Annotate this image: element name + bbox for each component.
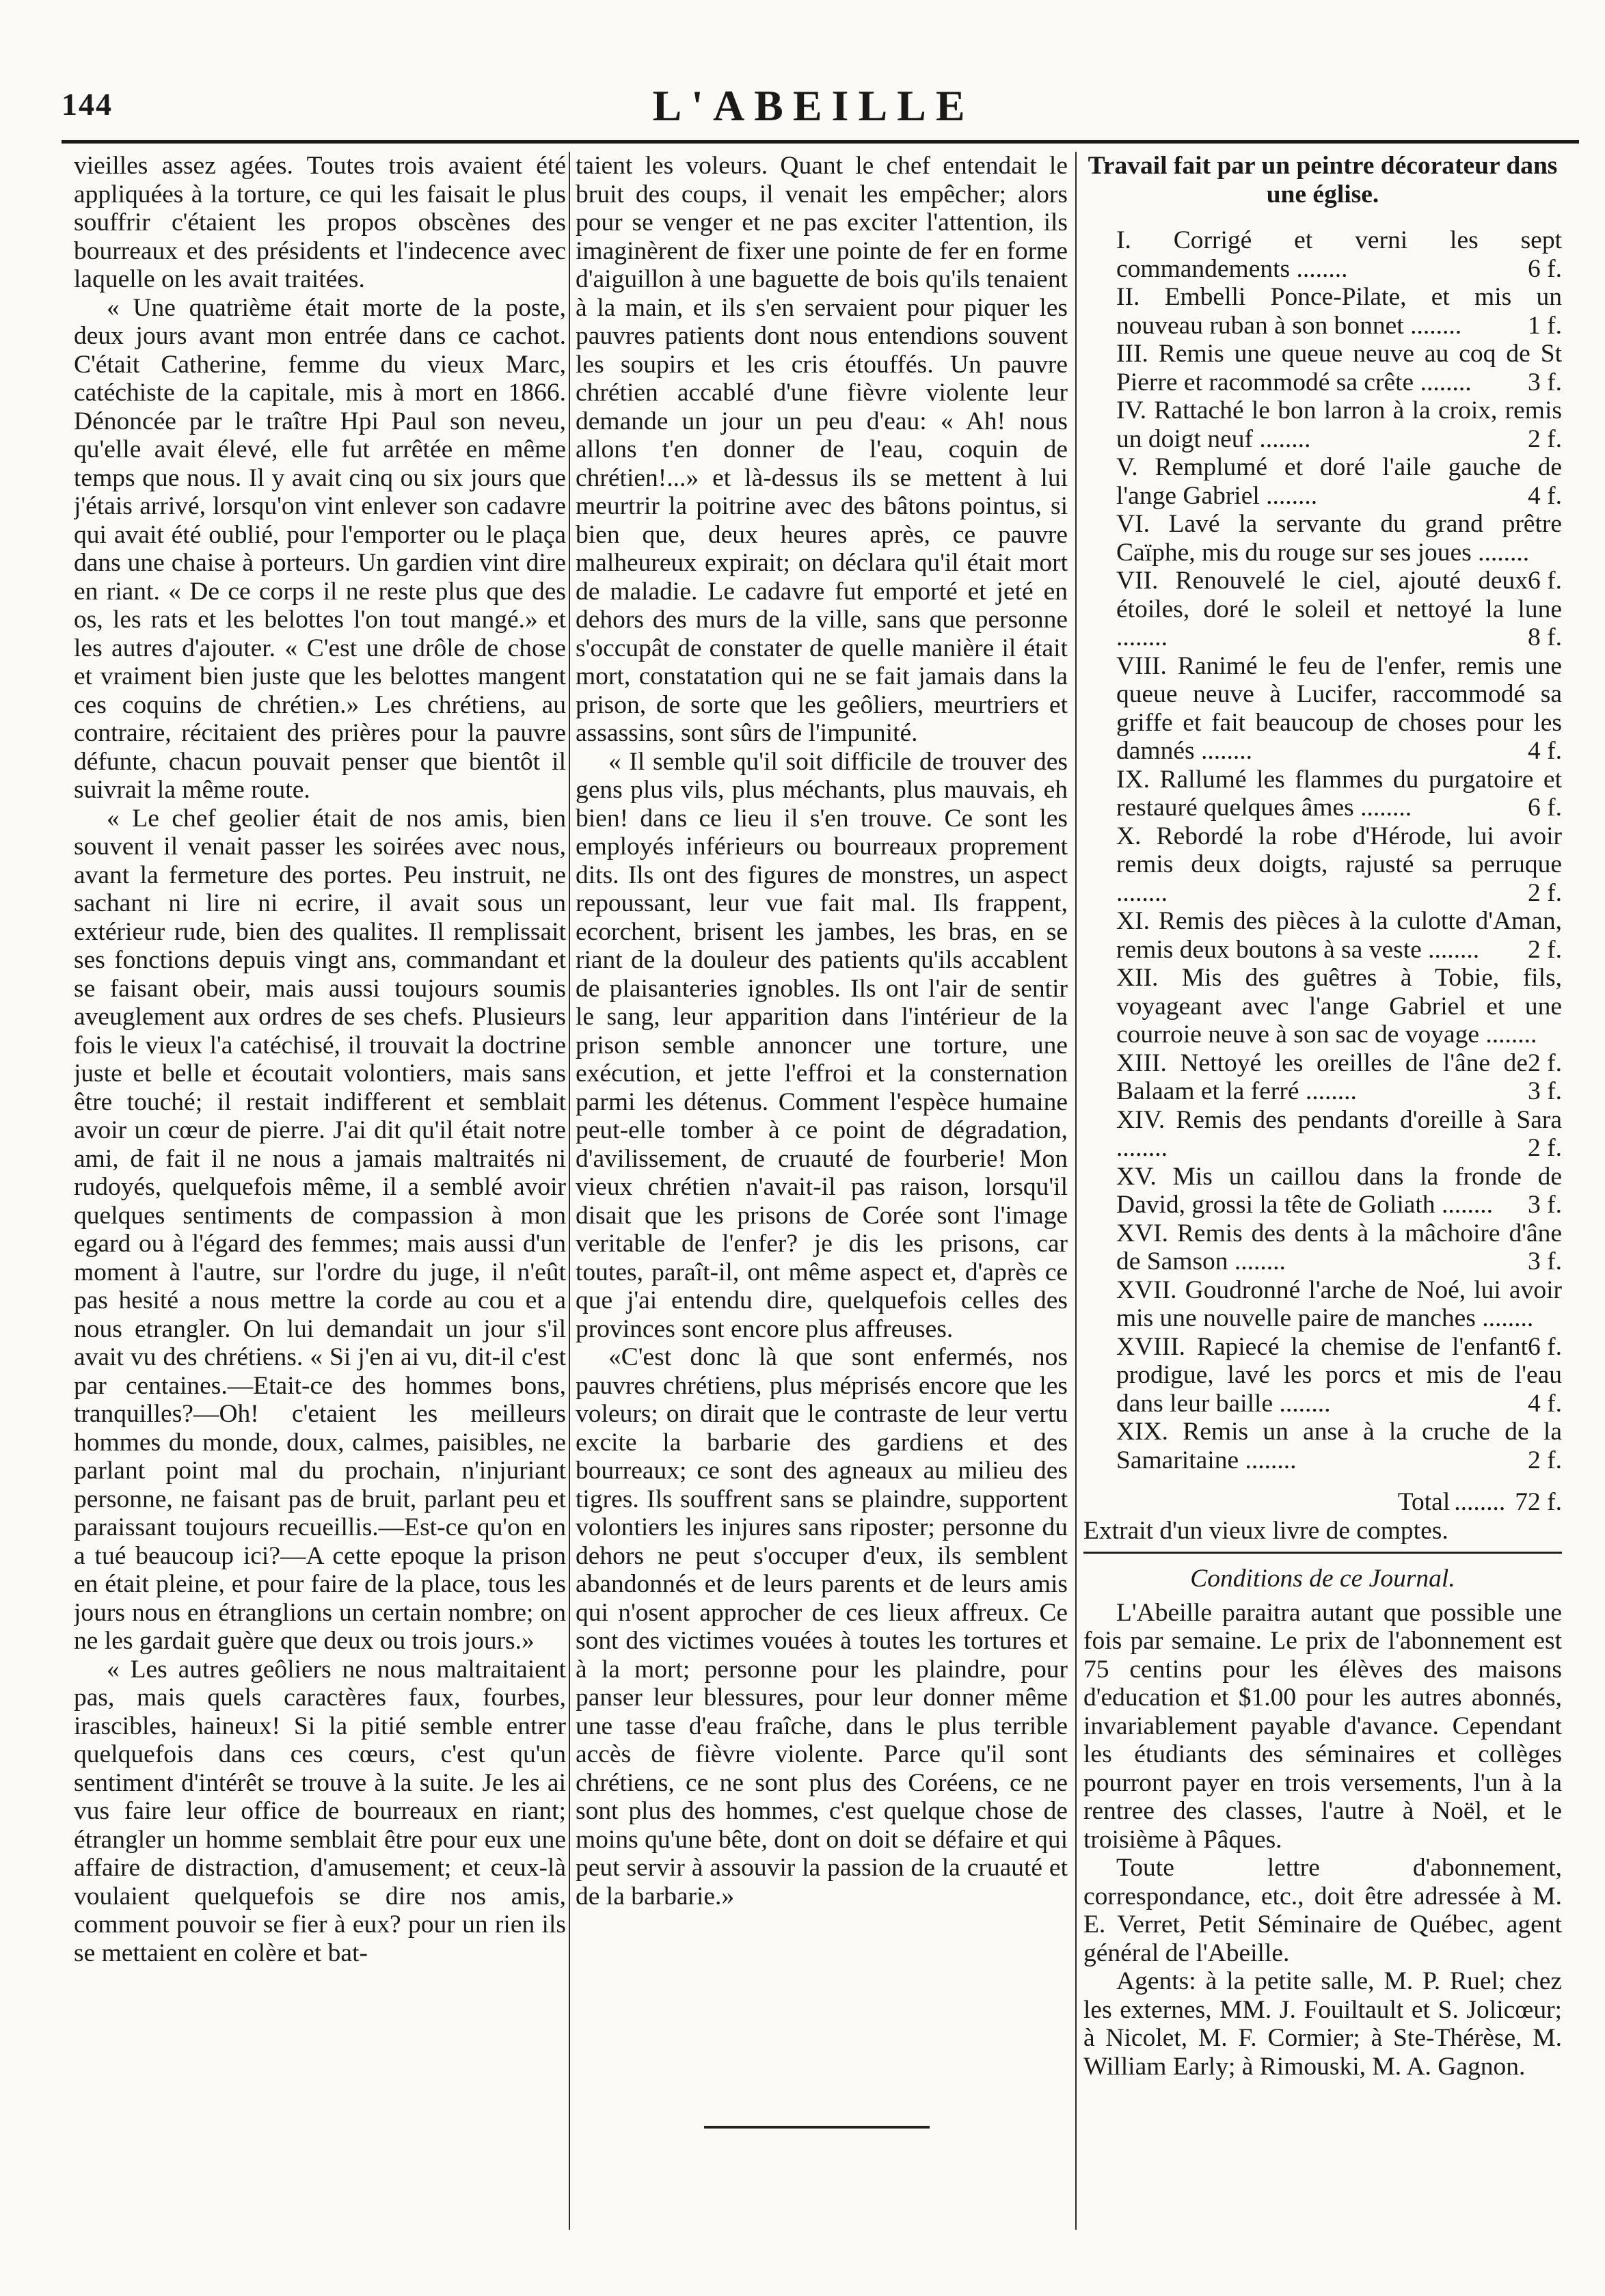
invoice-item-description: I. Corrigé et verni les sept commandements [1116, 226, 1562, 283]
dot-leader: ........ [1421, 935, 1480, 964]
extract-note: Extrait d'un vieux livre de comptes. [1083, 1516, 1448, 1545]
invoice-item-description: II. Embelli Ponce-Pilate, et mis un nouveau ruban à son bonnet [1116, 283, 1562, 340]
dot-leader: ........ [1353, 794, 1412, 822]
masthead-title: L'ABEILLE [652, 81, 975, 130]
invoice-item-description: XIV. Remis des pendants d'oreille à Sara [1116, 1105, 1562, 1134]
invoice-item [1083, 396, 1562, 453]
column-divider-2 [1075, 152, 1077, 2230]
invoice-item-description: XII. Mis des guêtres à Tobie, fils, voyageant avec l'ange Gabriel et une courroie neuve à son sac de voyage [1116, 964, 1562, 1049]
invoice-item-price: 3 f. [1528, 1247, 1562, 1275]
paragraph: « Il semble qu'il soit difficile de trouver des gens plus vils, plus méchants, plus mauvais, eh bien! dans ce lieu il s'en trouve. Ce sont les employés inférieurs ou bourreaux proprement dits. Ils ont des figures de monstres, un aspect repoussant, leur vue fait mal. Ils frappent, ecorchent, brisent les jambes, les bras, en se riant de la douleur des patients qu'ils accablent de plaisanteries ignobles. Ils ont l'air de sentir le sang, leur apparition dans l'intérieur de la prison semble annoncer une torture, une exécution, et jette l'effroi et la consternation parmi les détenus. Comment l'espèce humaine peut-elle tomber à ce point de dégradation, d'avilissement, de cruauté de fourberie! Mon vieux chrétien n'avait-il pas raison, lorsqu'il disait que les prisons de Corée sont l'image veritable de l'enfer? je dis les prisons, car toutes, paraît-il, ont même aspect et, d'après ce que j'ai entendu dire, quelquefois celles des provinces sont encore plus affreuses. [576, 747, 1068, 1343]
invoice-item [1083, 652, 1562, 766]
paragraph: « Une quatrième était morte de la poste, deux jours avant mon entrée dans ce cachot. C'était Catherine, femme du vieux Marc, catéchiste de la capitale, mis à mort en 1866. Dénoncée par le traître Hpi Paul son neveu, qu'elle avait élevé, elle fut arrêtée en même temps que nous. Il y avait cinq ou six jours que j'étais arrivé, lorsqu'on vint enlever son cadavre qui avait été oublié, pour l'emporter ou le plaça dans une chaise à porteurs. Un gardien vint dire en riant. « De ce corps il ne reste plus que des os, les rats et les belottes l'on tout mangé.» et les autres d'ajouter. « C'est une drôle de chose et vraiment bien juste que les belottes mangent ces coquins de chrétien.» Les chrétiens, au contraire, récitaient des prières pour la pauvre défunte, chacun pouvait penser que bientôt il suivrait la même route. [74, 293, 566, 804]
invoice-item [1083, 1219, 1562, 1276]
header-rule [62, 140, 1579, 144]
paragraph: « Le chef geolier était de nos amis, bien souvent il venait passer les soirées avec nous, avant la fermeture des portes. Peu instruit, ne sachant ni lire ni ecrire, il avait sous un extérieur rude, bien des qualites. Il remplissait ses fonctions depuis vingt ans, commandant et se faisant obeir, mais aussi toujours soumis aveuglement aux ordres de ses chefs. Plusieurs fois le vieux l'a catéchisé, il trouvait la doctrine juste et belle et écoutait volontiers, mais sans être touché; il restait indifferent et semblait avoir un cœur de pierre. J'ai dit qu'il était notre ami, de fait il ne nous a jamais maltraités ni rudoyés, quelquefois même, il a semblé avoir quelques sentiments de compassion à mon egard ou à l'égard des femmes; mais aussi d'un moment à l'autre, sur l'ordre du juge, il n'eût pas hesité a nous mettre la corde au cou et a nous etrangler. On lui demandait un jour s'il avait vu des chrétiens. « Si j'en ai vu, dit-il c'est par centaines.—Etait-ce des hommes bons, tranquilles?—Oh! c'etaient les meilleurs hommes du monde, doux, calmes, paisibles, ne parlant point mal du prochain, n'injuriant personne, ne faisant pas de bruit, parlant peu et paraissant toujours recueillis.—Est-ce qu'on en a tué beaucoup ici?—A cette epoque la prison en était pleine, et pour faire de la place, tous les jours nous en étranglions un certain nombre; on ne les gardait guère que deux ou trois jours.» [74, 804, 566, 1655]
invoice-item-price: 4 f. [1528, 737, 1562, 765]
conditions-title: Conditions de ce Journal. [1190, 1565, 1455, 1593]
conditions-paragraph: Agents: à la petite salle, M. P. Ruel; chez les externes, MM. J. Fouiltault et S. Jolicœur; à Nicolet, M. F. Cormier; à Ste-Thérèse, M. William Early; à Rimouski, M. A. Gagnon. [1083, 1967, 1562, 2081]
paragraph: taient les voleurs. Quant le chef entendait le bruit des coups, il venait les empêcher; alors pour se venger et ne pas exciter l'attention, ils imaginèrent de fixer une pointe de fer en forme d'aiguillon à une baguette de bois qu'ils tenaient à la main, et ils s'en servaient pour piquer les pauvres patients dont nous entendions souvent les soupirs et les cris étouffés. Un pauvre chrétien accablé d'une fièvre violente leur demande un jour un peu d'eau: « Ah! nous allons t'en donner de l'eau, coquin de chrétien!...» et là-dessus ils se mettent à lui meurtrir la poitrine avec des bâtons pointus, si bien que, deux heures après, ce pauvre malheureux expirait; on déclara qu'il était mort de maladie. Le cadavre fut emporté et jeté en dehors des murs de la ville, sans que personne s'occupât de constater de quelle manière il était mort, constatation qui ne se fait jamais dans la prison, de sorte que les geôliers, meurtriers et assassins, sont sûrs de l'impunité. [576, 152, 1068, 747]
invoice-item-price: 2 f. [1528, 935, 1562, 964]
invoice-item-description: VII. Renouvelé le ciel, ajouté deux étoiles, doré le soleil et nettoyé la lune [1116, 567, 1562, 623]
dot-leader: ........ [1116, 623, 1168, 651]
invoice-item-price: 2 f. [1528, 1134, 1562, 1162]
dot-leader: ........ [1403, 311, 1462, 340]
dot-leader: ........ [1259, 481, 1318, 510]
invoice-item-description: V. Remplumé et doré l'aile gauche de l'ange Gabriel [1116, 453, 1562, 510]
dot-leader: ........ [1475, 1304, 1534, 1332]
conditions-paragraph: L'Abeille paraitra autant que possible une fois par semaine. Le prix de l'abonnement est 75 centins pour les élèves des maisons d'education et $1.00 pour les autres abonnés, invariablement payable d'avance. Cependant les étudiants des séminaires et collèges pourront payer en trois versements, l'un à la rentree des classes, l'autre à Noël, et le troisième à Pâques. [1083, 1598, 1562, 1854]
dot-leader: ........ [1239, 1446, 1297, 1474]
invoice-item [1083, 1418, 1562, 1474]
invoice-item-price: 2 f. [1528, 1446, 1562, 1474]
dot-leader: ........ [1299, 1077, 1357, 1105]
invoice-item-description: XVI. Remis des dents à la mâchoire d'âne de Samson [1116, 1219, 1562, 1275]
invoice-item-price: 6 f. [1528, 794, 1562, 822]
invoice-item-price: 4 f. [1528, 1389, 1562, 1418]
column-1 [74, 152, 566, 2237]
dot-leader: ........ [1414, 368, 1472, 396]
paragraph: « Les autres geôliers ne nous maltraitaient pas, mais quels caractères faux, fourbes, irascibles, haineux! Si la pitié semble entrer quelquefois dans ces cœurs, c'est qu'un sentiment d'intérêt se trouve à la suite. Je les ai vus faire leur office de bourreaux en riant; étrangler un homme semblait être pour eux une affaire de distraction, d'amusement; et ceux-là voulaient quelquefois se dire nos amis, comment pouvoir se fier à eux? pour un rien ils se mettaient en colère et bat- [74, 1655, 566, 1967]
total-leader: ........ [1454, 1488, 1506, 1516]
invoice-item-description: IV. Rattaché le bon larron à la croix, remis un doigt neuf [1116, 396, 1562, 453]
invoice-item [1083, 1049, 1562, 1106]
dot-leader: ........ [1228, 1247, 1286, 1275]
invoice-item-description: XVII. Goudronné l'arche de Noé, lui avoir mis une nouvelle paire de manches [1116, 1275, 1562, 1332]
invoice-item-description: XIX. Remis un anse à la cruche de la Samaritaine [1116, 1418, 1562, 1474]
invoice-item [1083, 340, 1562, 396]
invoice-item-price: 4 f. [1528, 481, 1562, 510]
invoice-item-price: 3 f. [1528, 1191, 1562, 1219]
invoice-item [1083, 822, 1562, 908]
invoice-item-price: 3 f. [1528, 368, 1562, 396]
invoice-item-description: IX. Rallumé les flammes du purgatoire et restauré quelques âmes [1116, 765, 1562, 822]
dot-leader: ........ [1471, 538, 1530, 567]
column-3 [1083, 152, 1562, 2237]
dot-leader: ........ [1252, 424, 1311, 453]
invoice-item-description: XVIII. Rapiecé la chemise de l'enfant prodigue, lavé les porcs et mis de l'eau dans leur baille [1116, 1332, 1562, 1418]
total-label: Total [1397, 1488, 1451, 1516]
invoice-item-price: 2 f. [1528, 424, 1562, 453]
invoice-item [1083, 1163, 1562, 1219]
dot-leader: ........ [1290, 254, 1348, 283]
section-rule [1083, 1552, 1562, 1554]
invoice-item-description: XI. Remis des pièces à la culotte d'Aman, remis deux boutons à sa veste [1116, 907, 1562, 964]
invoice-item-price: 2 f. [1528, 1049, 1562, 1077]
page-number: 144 [62, 87, 113, 122]
invoice-item-price: 6 f. [1528, 567, 1562, 595]
invoice-item-description: XV. Mis un caillou dans la fronde de David, grossi la tête de Goliath [1116, 1162, 1562, 1219]
invoice-item [1083, 766, 1562, 822]
invoice-item-description: VI. Lavé la servante du grand prêtre Caïphe, mis du rouge sur ses joues [1116, 510, 1562, 567]
invoice-item-description: VIII. Ranimé le feu de l'enfer, remis une queue neuve à Lucifer, raccommodé sa griffe et fait beaucoup de choses pour les damnés [1116, 651, 1562, 765]
dot-leader: ........ [1435, 1191, 1493, 1219]
invoice-item [1083, 453, 1562, 510]
invoice-title: Travail fait par un peintre décorateur dans une église. [1088, 152, 1558, 208]
invoice-item [1083, 1275, 1562, 1361]
dot-leader: ........ [1273, 1389, 1331, 1418]
invoice-item-price: 3 f. [1528, 1077, 1562, 1105]
invoice-item [1083, 907, 1562, 964]
column-2 [576, 152, 1068, 2237]
invoice-item [1083, 226, 1562, 283]
paragraph: vieilles assez agées. Toutes trois avaient été appliquées à la torture, ce qui les faisait le plus souffrir c'étaient les propos obscènes des bourreaux et des présidents et l'indecence avec laquelle on les avait traitées. [74, 152, 566, 293]
invoice-item-price: 6 f. [1528, 1332, 1562, 1361]
end-ornament-rule [704, 2126, 930, 2129]
total-value: 72 f. [1515, 1488, 1562, 1516]
invoice-item [1083, 567, 1562, 652]
paragraph: «C'est donc là que sont enfermés, nos pauvres chrétiens, plus méprisés encore que les voleurs; on dirait que le contraste de leur vertu excite la barbarie des gardiens et des bourreaux; ce sont des agneaux au milieu des tigres. Ils souffrent sans se plaindre, supportent volontiers les injures sans riposter; personne du dehors ne peut s'occuper d'eux, ils semblent abandonnés et de leurs parents et de leurs amis qui n'osent approcher de ces lieux affreux. Ce sont des victimes vouées à toutes les tortures et à la mort; personne pour les plaindre, pour panser leur blessures, pour leur donner même une tasse d'eau fraîche, dans le plus terrible accès de fièvre violente. Parce qu'il sont chrétiens, ce ne sont plus des Coréens, ce ne sont plus des hommes, c'est quelque chose de moins qu'une bête, dont on doit se défaire et qui peut servir à assouvir la passion de la cruauté et de la barbarie.» [576, 1343, 1068, 1910]
dot-leader: ........ [1479, 1021, 1537, 1049]
invoice-item [1083, 1106, 1562, 1163]
page-header [62, 81, 1565, 142]
conditions-paragraph: Toute lettre d'abonnement, correspondance, etc., doit être adressée à M. E. Verret, Petit Séminaire de Québec, agent général de l'Abeille. [1083, 1854, 1562, 1967]
invoice-item [1083, 283, 1562, 340]
dot-leader: ........ [1116, 878, 1168, 907]
invoice-items [1083, 226, 1562, 1474]
invoice-item-description: III. Remis une queue neuve au coq de St Pierre et racommodé sa crête [1116, 340, 1562, 396]
invoice-item-description: X. Rebordé la robe d'Hérode, lui avoir remis deux doigts, rajusté sa perruque [1116, 822, 1562, 878]
invoice-item-description: XIII. Nettoyé les oreilles de l'âne de Balaam et la ferré [1116, 1049, 1528, 1105]
invoice-item [1083, 1333, 1562, 1418]
dot-leader: ........ [1116, 1134, 1168, 1162]
invoice-item-price: 1 f. [1528, 311, 1562, 340]
invoice-item-price: 8 f. [1528, 623, 1562, 651]
dot-leader: ........ [1194, 737, 1252, 765]
invoice-total [1083, 1488, 1562, 1517]
invoice-item-price: 2 f. [1528, 878, 1562, 907]
column-divider-1 [569, 152, 570, 2230]
invoice-item-price: 6 f. [1528, 254, 1562, 283]
